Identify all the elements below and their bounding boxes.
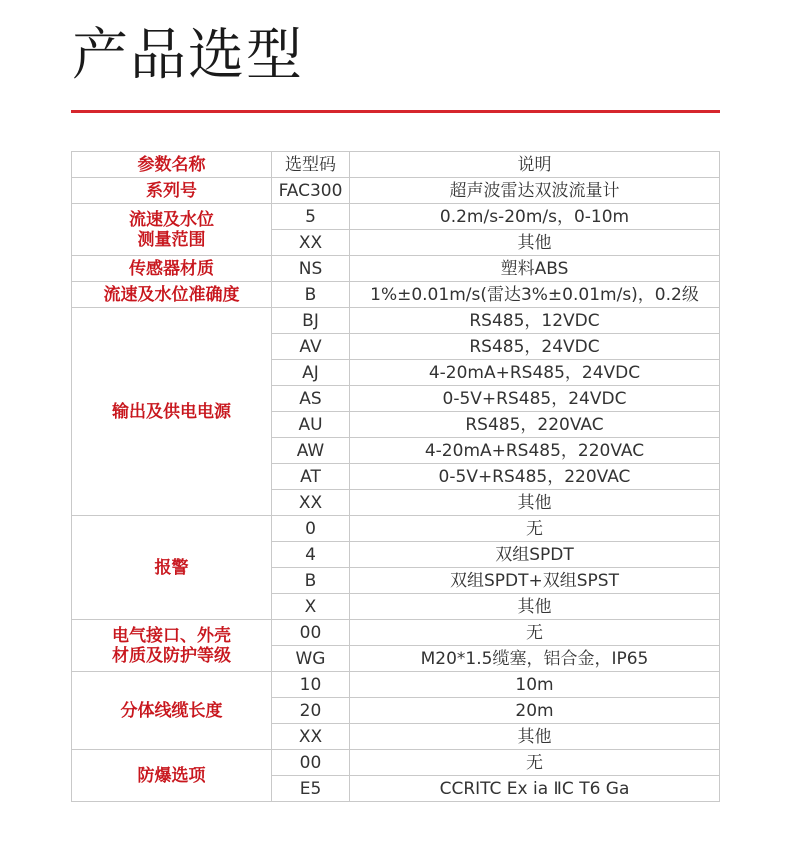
code-cell: XX	[272, 490, 350, 516]
code-cell: WG	[272, 646, 350, 672]
code-cell: X	[272, 594, 350, 620]
description-cell: 无	[350, 750, 720, 776]
code-cell: AW	[272, 438, 350, 464]
code-cell: 00	[272, 750, 350, 776]
code-cell: AV	[272, 334, 350, 360]
table-row	[72, 204, 720, 230]
code-cell: 20	[272, 698, 350, 724]
description-cell: 0-5V+RS485，24VDC	[350, 386, 720, 412]
param-name-line: 系列号	[146, 180, 197, 201]
description-cell: 塑料ABS	[350, 256, 720, 282]
code-cell: XX	[272, 230, 350, 256]
description-cell: CCRITC Ex ia ⅡC T6 Ga	[350, 776, 720, 802]
code-cell: 10	[272, 672, 350, 698]
code-cell: AS	[272, 386, 350, 412]
description-cell: 10m	[350, 672, 720, 698]
code-cell: FAC300	[272, 178, 350, 204]
description-cell: 其他	[350, 594, 720, 620]
code-cell: B	[272, 282, 350, 308]
param-name-line: 防爆选项	[137, 765, 206, 786]
table-row	[72, 620, 720, 646]
param-name-cell	[72, 672, 272, 750]
description-cell: 0-5V+RS485，220VAC	[350, 464, 720, 490]
description-cell: RS485，24VDC	[350, 334, 720, 360]
code-cell: NS	[272, 256, 350, 282]
table-row	[72, 308, 720, 334]
description-cell: 0.2m/s-20m/s，0-10m	[350, 204, 720, 230]
param-name-line: 传感器材质	[129, 258, 214, 279]
description-cell: 双组SPDT	[350, 542, 720, 568]
description-cell: 其他	[350, 724, 720, 750]
param-name-cell	[72, 308, 272, 516]
description-cell: 其他	[350, 490, 720, 516]
selection-table	[71, 151, 720, 802]
param-name-line: 输出及供电电源	[112, 401, 231, 422]
table-row	[72, 256, 720, 282]
description-cell: M20*1.5缆塞，铝合金，IP65	[350, 646, 720, 672]
description-cell: 无	[350, 620, 720, 646]
table-header-row	[72, 152, 720, 178]
description-cell: 20m	[350, 698, 720, 724]
param-name-line: 测量范围	[137, 229, 206, 250]
header-code: 选型码	[272, 152, 350, 178]
description-cell: 4-20mA+RS485，220VAC	[350, 438, 720, 464]
table-row	[72, 178, 720, 204]
code-cell: 00	[272, 620, 350, 646]
param-name-line: 材质及防护等级	[112, 645, 231, 666]
code-cell: AT	[272, 464, 350, 490]
description-cell: 其他	[350, 230, 720, 256]
code-cell: AU	[272, 412, 350, 438]
description-cell: 1%±0.01m/s(雷达3%±0.01m/s)，0.2级	[350, 282, 720, 308]
param-name-line: 电气接口、外壳	[112, 625, 231, 646]
description-cell: 超声波雷达双波流量计	[350, 178, 720, 204]
param-name-cell	[72, 282, 272, 308]
param-name-line: 分体线缆长度	[120, 700, 223, 721]
code-cell: AJ	[272, 360, 350, 386]
param-name-cell	[72, 204, 272, 256]
title-divider	[71, 110, 720, 113]
code-cell: B	[272, 568, 350, 594]
description-cell: RS485，220VAC	[350, 412, 720, 438]
param-name-cell	[72, 750, 272, 802]
code-cell: 4	[272, 542, 350, 568]
param-name-cell	[72, 516, 272, 620]
table-row	[72, 516, 720, 542]
table-row	[72, 672, 720, 698]
param-name-line: 流速及水位	[129, 209, 214, 230]
description-cell: RS485，12VDC	[350, 308, 720, 334]
description-cell: 无	[350, 516, 720, 542]
param-name-cell	[72, 620, 272, 672]
code-cell: 0	[272, 516, 350, 542]
param-name-cell	[72, 256, 272, 282]
code-cell: XX	[272, 724, 350, 750]
param-name-cell	[72, 178, 272, 204]
header-param-name: 参数名称	[72, 152, 272, 178]
table-row	[72, 282, 720, 308]
param-name-line: 流速及水位准确度	[103, 284, 240, 305]
code-cell: E5	[272, 776, 350, 802]
code-cell: BJ	[272, 308, 350, 334]
description-cell: 4-20mA+RS485，24VDC	[350, 360, 720, 386]
table-row	[72, 750, 720, 776]
code-cell: 5	[272, 204, 350, 230]
page-title: 产品选型	[72, 23, 304, 88]
description-cell: 双组SPDT+双组SPST	[350, 568, 720, 594]
param-name-line: 报警	[154, 557, 189, 578]
header-description: 说明	[350, 152, 720, 178]
